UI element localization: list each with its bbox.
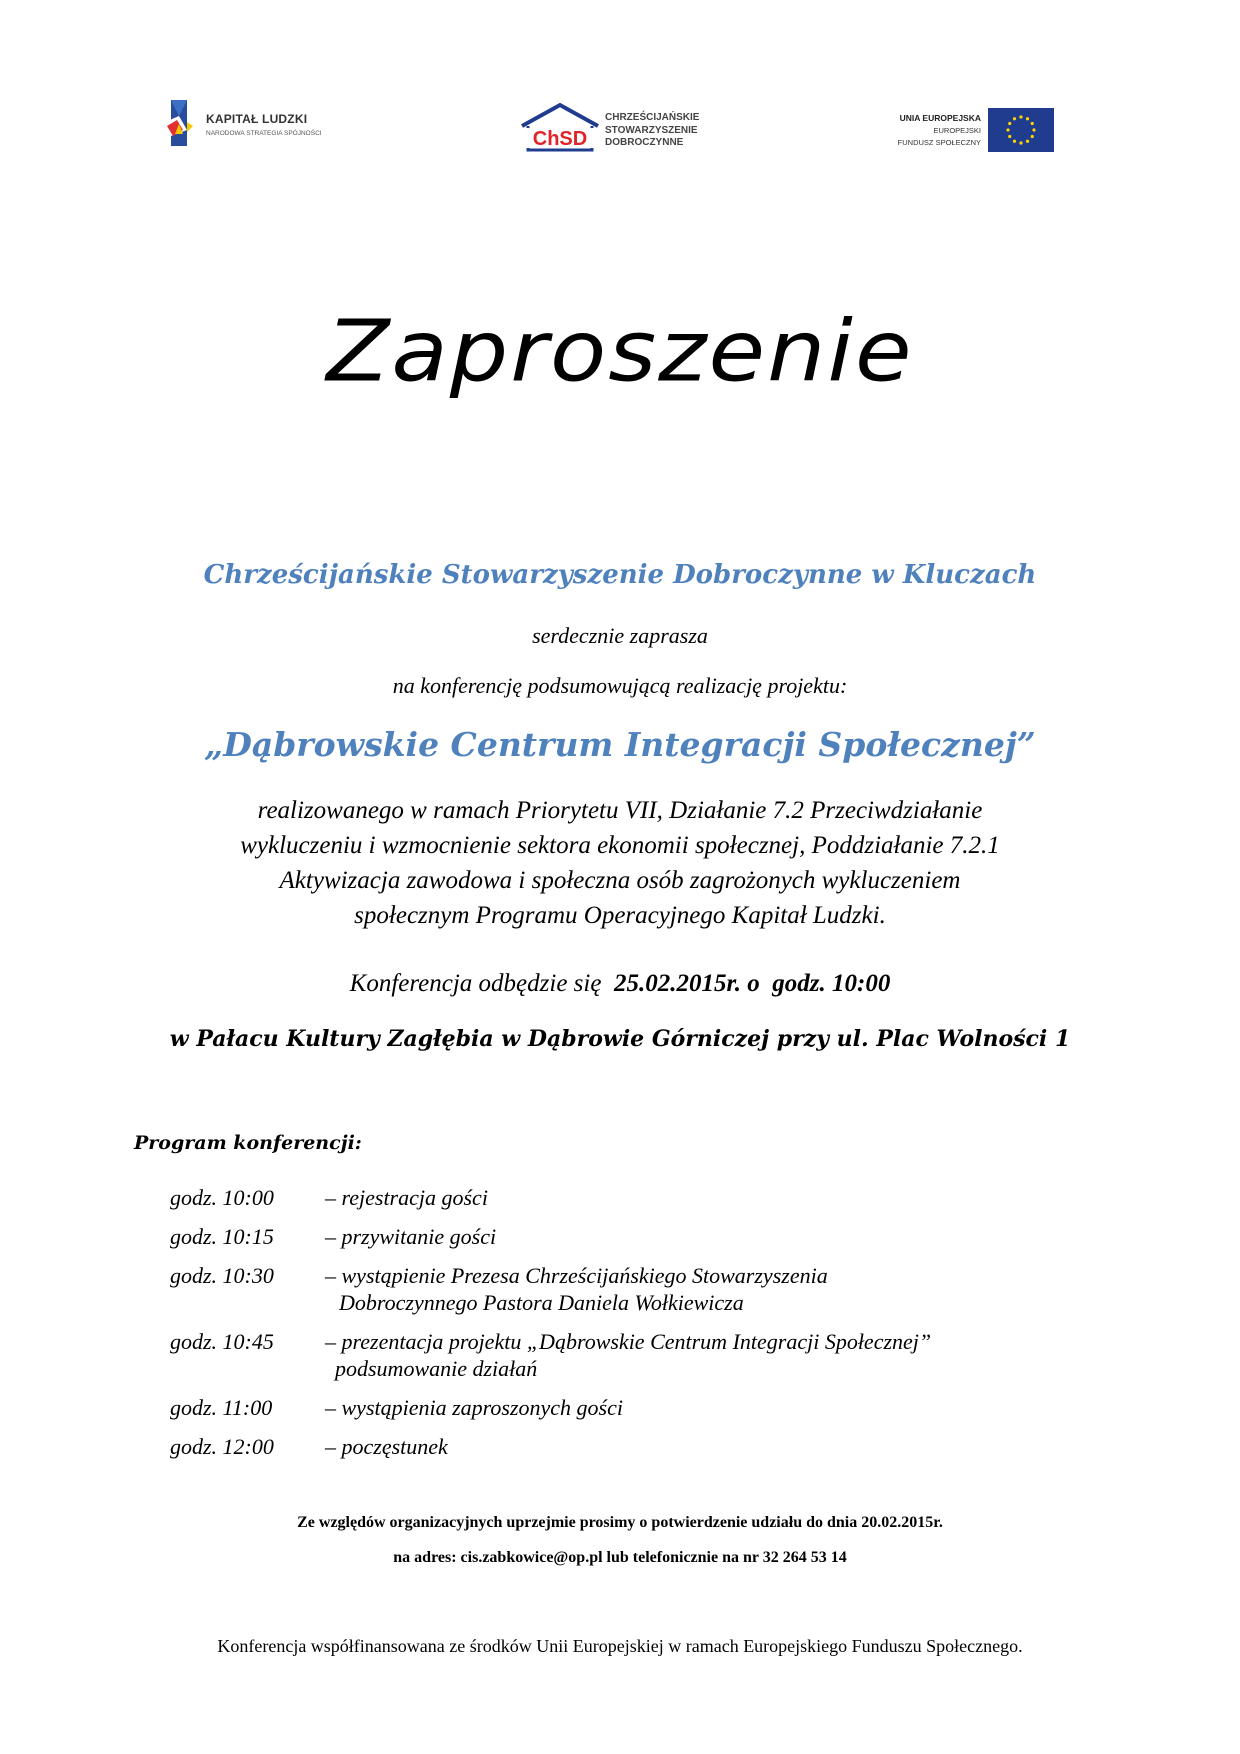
page-title: Zaproszenie — [326, 302, 914, 401]
description-line: Aktywizacja zawodowa i społeczna osób zagrożonych wykluczeniem — [279, 867, 961, 894]
eu-star-icon — [1026, 117, 1029, 120]
kapital-ludzki-emblem-icon — [165, 96, 201, 150]
agenda-time: godz. 12:00 — [170, 1434, 274, 1459]
agenda-time: godz. 10:30 — [170, 1263, 274, 1288]
agenda-list — [170, 1184, 931, 1460]
agenda-item — [170, 1394, 931, 1421]
eu-star-icon — [1019, 115, 1022, 118]
kapital-ludzki-name: KAPITAŁ LUDZKI — [206, 112, 308, 126]
invite-line-2: na konferencję podsumowującą realizację projektu: — [392, 673, 848, 698]
chsd-logo — [519, 102, 714, 158]
invite-line-1: serdecznie zaprasza — [532, 623, 708, 648]
eu-star-icon — [1031, 122, 1034, 125]
description-line: realizowanego w ramach Priorytetu VII, Działanie 7.2 Przeciwdziałanie — [257, 797, 983, 824]
description-line: wykluczeniu i wzmocnienie sektora ekonomii społecznej, Poddziałanie 7.2.1 — [240, 832, 1000, 859]
agenda-text-cont: podsumowanie działań — [335, 1356, 538, 1381]
conference-when — [0, 970, 1240, 998]
eu-star-icon — [1019, 141, 1022, 144]
chsd-line3: DOBROCZYNNE — [605, 137, 684, 148]
agenda-text-cont: Dobroczynnego Pastora Daniela Wołkiewicza — [339, 1290, 744, 1315]
agenda-text: – przywitanie gości — [325, 1224, 497, 1249]
agenda-time: godz. 11:00 — [170, 1395, 273, 1420]
chsd-line2: STOWARZYSZENIE — [605, 124, 698, 136]
kapital-ludzki-subtitle: NARODOWA STRATEGIA SPÓJNOŚCI — [206, 130, 322, 137]
when-connector: o — [747, 970, 760, 997]
when-prefix: Konferencja odbędzie się — [349, 970, 602, 997]
program-title: Program konferencji: — [134, 1132, 362, 1154]
project-description — [0, 793, 1240, 933]
chsd-abbr: ChSD — [532, 128, 588, 150]
chsd-house-icon — [519, 102, 601, 154]
agenda-time: godz. 10:15 — [170, 1224, 274, 1249]
eu-line2: EUROPEJSKI — [933, 125, 981, 135]
eu-star-icon — [1008, 135, 1011, 138]
contact-note: na adres: cis.zabkowice@op.pl lub telefonicznie na nr 32 264 53 14 — [393, 1549, 847, 1566]
agenda-time: godz. 10:45 — [170, 1329, 274, 1354]
kapital-ludzki-logo — [165, 96, 340, 150]
eu-star-icon — [1006, 128, 1009, 131]
agenda-text: – poczęstunek — [325, 1434, 448, 1459]
eu-words — [898, 112, 981, 150]
eu-line3: FUNDUSZ SPOŁECZNY — [897, 138, 981, 147]
funding-footer: Konferencja współfinansowana ze środków Unii Europejskiej w ramach Europejskiego Funduszu Społecznego. — [217, 1636, 1023, 1656]
agenda-text-block — [325, 1328, 931, 1382]
eu-star-icon — [1026, 140, 1029, 143]
agenda-time: godz. 10:00 — [170, 1185, 274, 1210]
agenda-text: – wystąpienie Prezesa Chrześcijańskiego Stowarzyszenia — [325, 1263, 828, 1288]
agenda-text: – prezentacja projektu „Dąbrowskie Centrum Integracji Społecznej” — [325, 1329, 932, 1354]
agenda-item — [170, 1433, 931, 1460]
agenda-item — [170, 1223, 931, 1250]
agenda-text: – wystąpienia zaproszonych gości — [325, 1395, 623, 1420]
agenda-item — [170, 1184, 931, 1211]
agenda-item — [170, 1262, 931, 1316]
chsd-line1: CHRZEŚCIJAŃSKIE — [605, 112, 700, 123]
eu-star-icon — [1031, 135, 1034, 138]
project-name: „Dąbrowskie Centrum Integracji Społecznej” — [204, 725, 1036, 764]
eu-line1: UNIA EUROPEJSKA — [899, 113, 981, 123]
eu-star-icon — [1013, 117, 1016, 120]
eu-star-icon — [1008, 122, 1011, 125]
agenda-text: – rejestracja gości — [325, 1185, 488, 1210]
when-date: 25.02.2015r. — [613, 970, 742, 997]
eu-flag-icon — [988, 108, 1054, 152]
description-line: społecznym Programu Operacyjnego Kapitał Ludzki. — [354, 902, 886, 929]
rsvp-note: Ze względów organizacyjnych uprzejmie prosimy o potwierdzenie udziału do dnia 20.02.2015r. — [297, 1514, 943, 1531]
conference-where: w Pałacu Kultury Zagłębia w Dąbrowie Górniczej przy ul. Plac Wolności 1 — [169, 1026, 1071, 1052]
agenda-item — [170, 1328, 931, 1382]
when-time: godz. 10:00 — [772, 970, 891, 997]
eu-logo — [882, 108, 1054, 154]
eu-star-icon — [1013, 140, 1016, 143]
organization-name: Chrześcijańskie Stowarzyszenie Dobroczynne w Kluczach — [203, 560, 1037, 590]
agenda-text-block — [325, 1262, 828, 1316]
eu-star-icon — [1032, 128, 1035, 131]
chsd-words — [605, 112, 699, 150]
